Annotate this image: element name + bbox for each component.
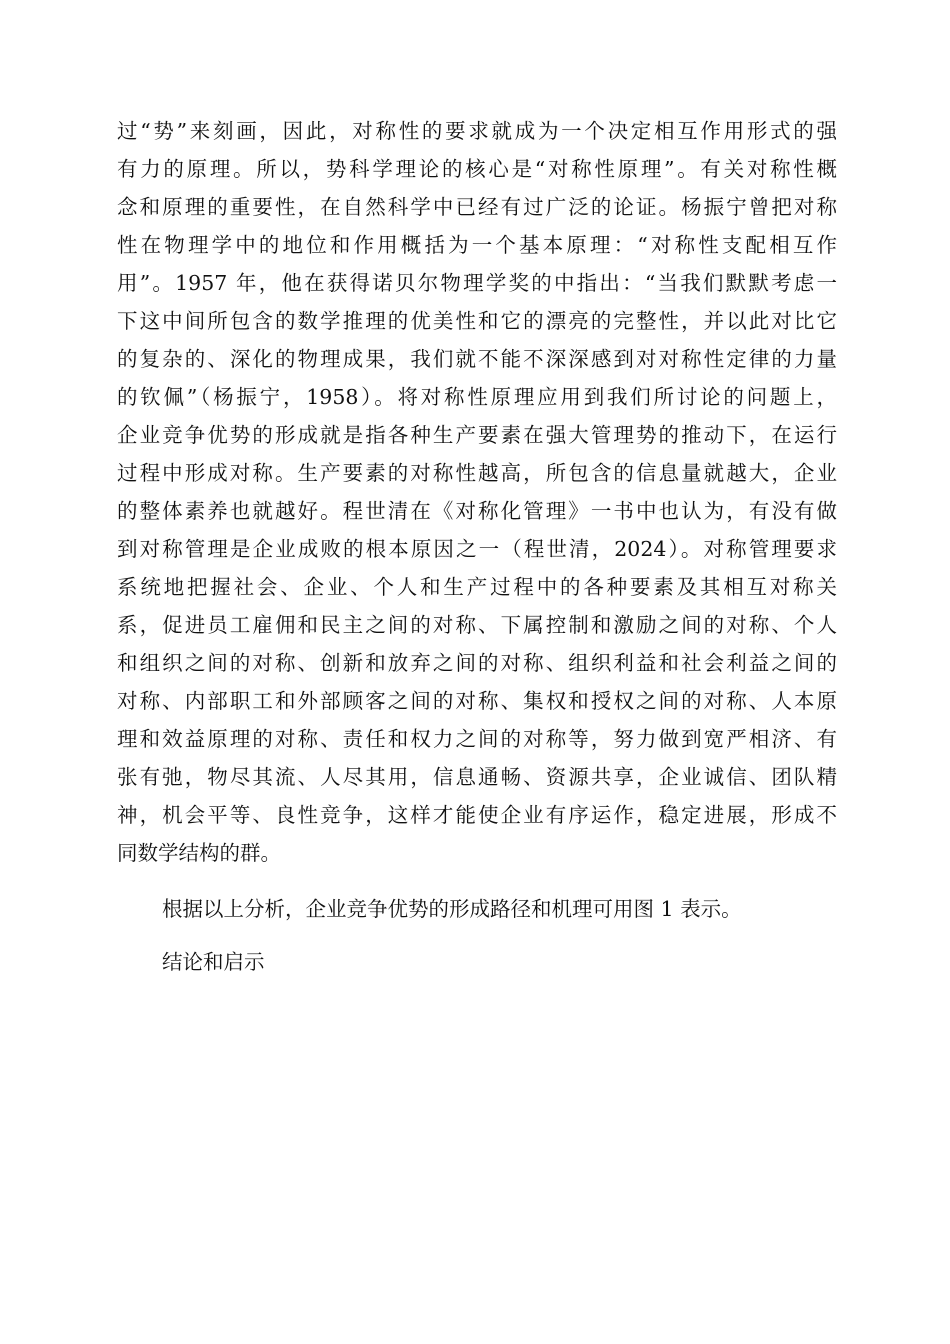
paragraph-line: 念和原理的重要性，在自然科学中已经有过广泛的论证。杨振宁曾把对称	[117, 195, 837, 219]
paragraph-line: 的钦佩”（杨振宁，1958）。将对称性原理应用到我们所讨论的问题上，	[117, 385, 837, 409]
paragraph-line: 到对称管理是企业成败的根本原因之一（程世清，2024）。对称管理要求	[117, 537, 837, 561]
paragraph-line: 企业竞争优势的形成就是指各种生产要素在强大管理势的推动下，在运行	[117, 423, 837, 447]
paragraph-line: 的整体素养也就越好。程世清在《对称化管理》一书中也认为，有没有做	[117, 499, 837, 523]
paragraph-line: 过“势”来刻画，因此，对称性的要求就成为一个决定相互作用形式的强	[117, 119, 837, 143]
body-paragraph	[117, 112, 837, 872]
paragraph-line: 神，机会平等、良性竞争，这样才能使企业有序运作，稳定进展，形成不	[117, 803, 837, 827]
figure-reference-paragraph: 根据以上分析，企业竞争优势的形成路径和机理可用图 1 表示。	[162, 897, 742, 921]
paragraph-line: 有力的原理。所以，势科学理论的核心是“对称性原理”。有关对称性概	[117, 157, 837, 181]
paragraph-line: 系，促进员工雇佣和民主之间的对称、下属控制和激励之间的对称、个人	[117, 613, 837, 637]
paragraph-line: 过程中形成对称。生产要素的对称性越高，所包含的信息量就越大，企业	[117, 461, 837, 485]
paragraph-line: 对称、内部职工和外部顾客之间的对称、集权和授权之间的对称、人本原	[117, 689, 837, 713]
paragraph-line: 和组织之间的对称、创新和放弃之间的对称、组织利益和社会利益之间的	[117, 651, 837, 675]
paragraph-line: 用”。1957 年，他在获得诺贝尔物理学奖的中指出：“当我们默默考虑一	[117, 271, 837, 295]
paragraph-line: 系统地把握社会、企业、个人和生产过程中的各种要素及其相互对称关	[117, 575, 837, 599]
paragraph-line: 性在物理学中的地位和作用概括为一个基本原理：“对称性支配相互作	[117, 233, 837, 257]
paragraph-line: 下这中间所包含的数学推理的优美性和它的漂亮的完整性，并以此对比它	[117, 309, 837, 333]
paragraph-line: 理和效益原理的对称、责任和权力之间的对称等，努力做到宽严相济、有	[117, 727, 837, 751]
section-heading: 结论和启示	[162, 950, 265, 974]
paragraph-line: 张有弛，物尽其流、人尽其用，信息通畅、资源共享，企业诚信、团队精	[117, 765, 837, 789]
paragraph-line: 同数学结构的群。	[117, 841, 281, 865]
paragraph-line: 的复杂的、深化的物理成果，我们就不能不深深感到对对称性定律的力量	[117, 347, 837, 371]
